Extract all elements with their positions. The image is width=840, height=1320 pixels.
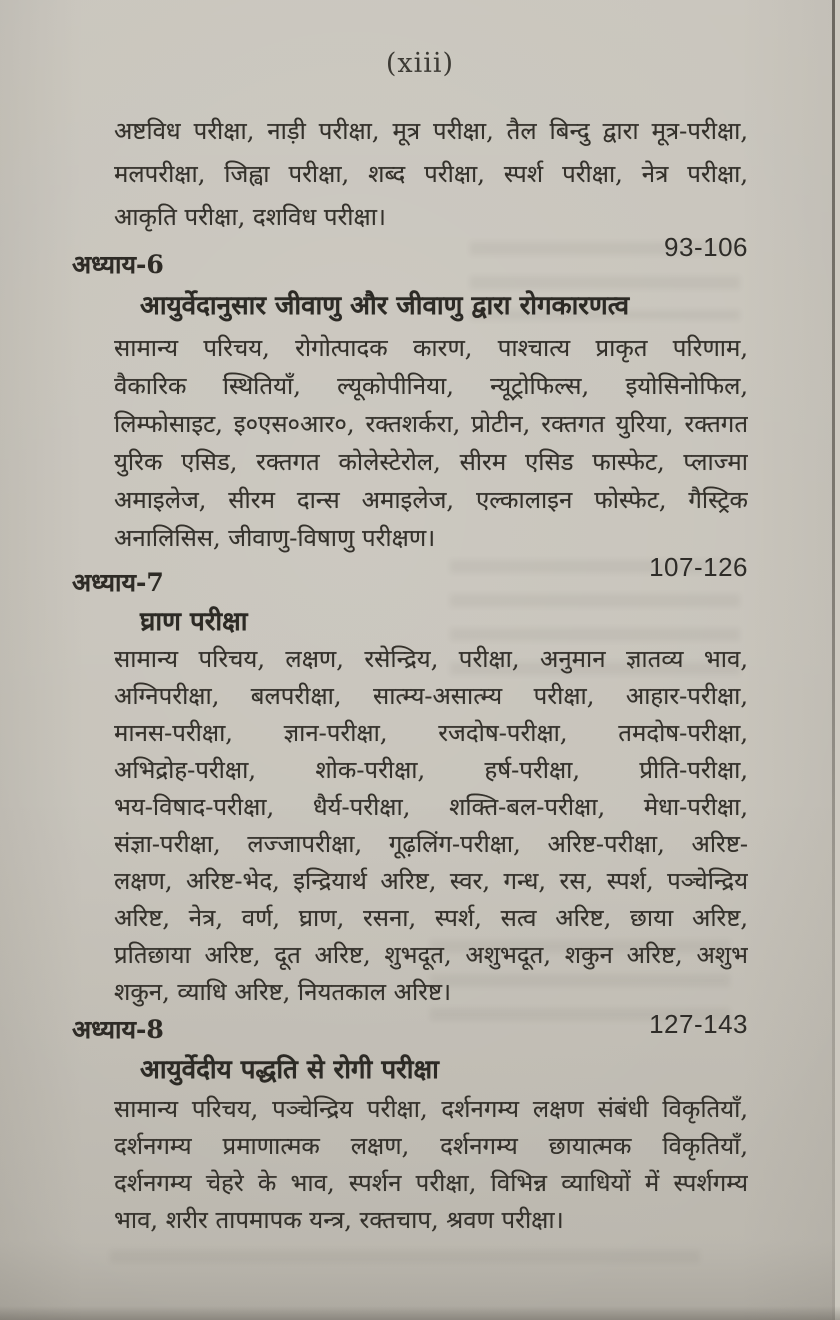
text-line: प्रतिछाया अरिष्ट, दूत अरिष्ट, शुभदूत, अशुभदूत, शकुन अरिष्ट, अशुभ: [114, 941, 748, 969]
chapter-7-header: [72, 552, 748, 600]
chapter-6-topics-paragraph: [114, 329, 748, 557]
text-line: अमाइलेज, सीरम दान्स अमाइलेज, एल्कालाइन फोस्फेट, गैस्ट्रिक: [114, 486, 748, 514]
text-line: अभिद्रोह-परीक्षा, शोक-परीक्षा, हर्ष-परीक्षा, प्रीति-परीक्षा,: [114, 756, 748, 784]
text-line: सामान्य परिचय, रोगोत्पादक कारण, पाश्चात्य प्राकृत परिणाम,: [114, 334, 748, 362]
chapter-6-header: [72, 232, 748, 282]
text-line: अनालिसिस, जीवाणु-विषाणु परीक्षण।: [114, 524, 436, 552]
text-line: भाव, शरीर तापमापक यन्त्र, रक्तचाप, श्रवण परीक्षा।: [114, 1206, 564, 1234]
chapter-8-label: अध्याय-8: [72, 1015, 164, 1044]
text-line: भय-विषाद-परीक्षा, धैर्य-परीक्षा, शक्ति-बल-परीक्षा, मेधा-परीक्षा,: [114, 793, 748, 821]
text-line: दर्शनगम्य प्रमाणात्मक लक्षण, दर्शनगम्य छायात्मक विकृतियाँ,: [114, 1132, 748, 1160]
text-line: लिम्फोसाइट, इ०एस०आर०, रक्तशर्करा, प्रोटीन, रक्तगत युरिया, रक्तगत: [114, 410, 748, 438]
text-line: युरिक एसिड, रक्तगत कोलेस्टेरोल, सीरम एसिड फास्फेट, प्लाज्मा: [114, 448, 748, 476]
folio-page-number: (xiii): [385, 48, 455, 79]
text-line: अष्टविध परीक्षा, नाड़ी परीक्षा, मूत्र परीक्षा, तैल बिन्दु द्वारा मूत्र-परीक्षा,: [114, 117, 748, 145]
chapter-7-label: अध्याय-7: [72, 568, 164, 597]
page-bottom-shadow: [0, 1306, 840, 1320]
text-line: दर्शनगम्य चेहरे के भाव, स्पर्शन परीक्षा, विभिन्न व्याधियों में स्पर्शगम्य: [114, 1169, 748, 1197]
text-line: मानस-परीक्षा, ज्ञान-परीक्षा, रजदोष-परीक्षा, तमदोष-परीक्षा,: [114, 719, 748, 747]
text-line: सामान्य परिचय, लक्षण, रसेन्द्रिय, परीक्षा, अनुमान ज्ञातव्य भाव,: [114, 645, 748, 673]
text-line: अरिष्ट, नेत्र, वर्ण, घ्राण, रसना, स्पर्श, सत्व अरिष्ट, छाया अरिष्ट,: [114, 904, 748, 932]
text-line: मलपरीक्षा, जिह्वा परीक्षा, शब्द परीक्षा, स्पर्श परीक्षा, नेत्र परीक्षा,: [114, 160, 748, 188]
text-line: वैकारिक स्थितियाँ, ल्यूकोपीनिया, न्यूट्रोफिल्स, इयोसिनोफिल,: [114, 372, 748, 400]
chapter-7-title: घ्राण परीक्षा: [140, 607, 248, 637]
text-line: सामान्य परिचय, पञ्चेन्द्रिय परीक्षा, दर्शनगम्य लक्षण संबंधी विकृतियाँ,: [114, 1095, 748, 1123]
chapter-8-page-range: 127-143: [649, 1009, 748, 1039]
chapter-6-title: आयुर्वेदानुसार जीवाणु और जीवाणु द्वारा रोगकारणत्व: [140, 291, 630, 321]
chapter-6-page-range: 93-106: [664, 232, 748, 262]
text-line: अग्निपरीक्षा, बलपरीक्षा, सात्म्य-असात्म्य परीक्षा, आहार-परीक्षा,: [114, 682, 748, 710]
text-line: संज्ञा-परीक्षा, लज्जापरीक्षा, गूढ़लिंग-परीक्षा, अरिष्ट-परीक्षा, अरिष्ट-: [114, 830, 748, 858]
chapter-8-title: आयुर्वेदीय पद्धति से रोगी परीक्षा: [140, 1055, 439, 1085]
text-line: आकृति परीक्षा, दशविध परीक्षा।: [114, 203, 387, 231]
chapter-8-topics-paragraph: [114, 1091, 748, 1239]
chapter-7-page-range: 107-126: [649, 552, 748, 582]
chapter-6-label: अध्याय-6: [72, 250, 164, 279]
chapter-7-topics-paragraph: [114, 641, 748, 1011]
continuation-topics-paragraph: [114, 110, 748, 239]
text-line: शकुन, व्याधि अरिष्ट, नियतकाल अरिष्ट।: [114, 978, 452, 1006]
page-edge-margin: [835, 0, 840, 1320]
chapter-8-header: [72, 1009, 748, 1047]
bleed-through-artifact: [110, 1250, 700, 1272]
text-line: लक्षण, अरिष्ट-भेद, इन्द्रियार्थ अरिष्ट, स्वर, गन्ध, रस, स्पर्श, पञ्चेन्द्रिय: [114, 867, 748, 895]
